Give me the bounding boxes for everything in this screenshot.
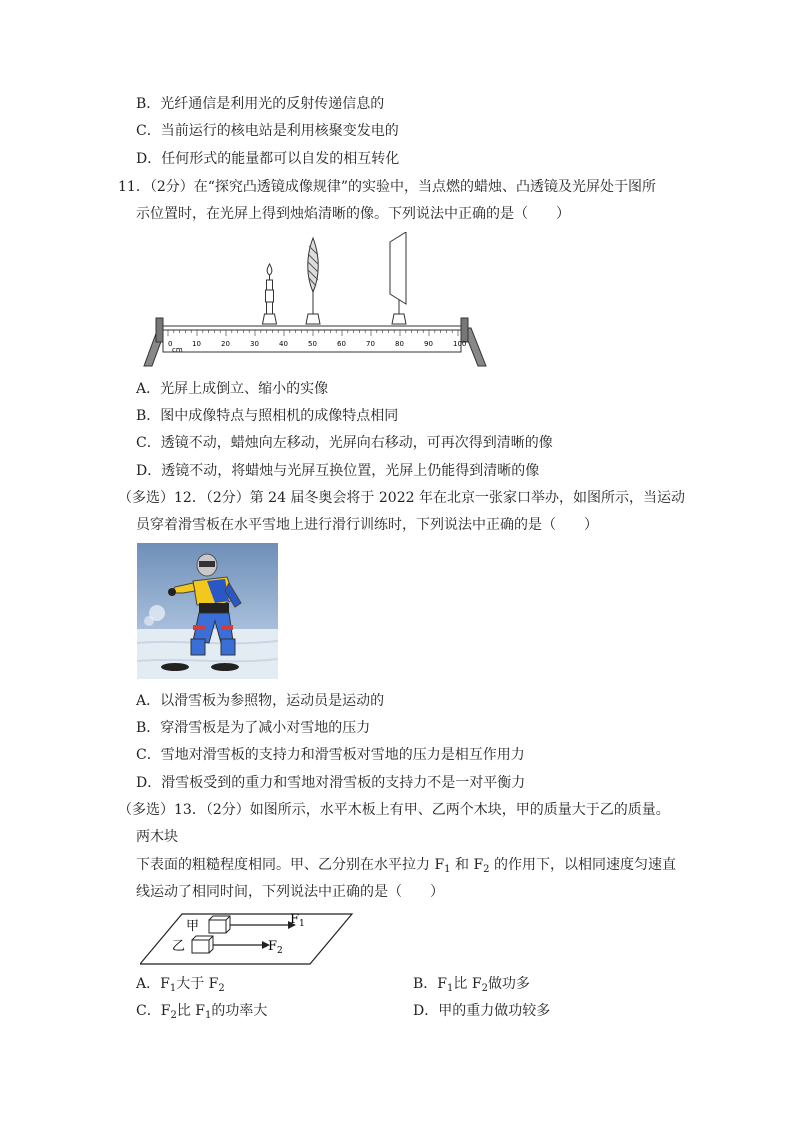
q13-stem-line2: 两木块 xyxy=(136,829,178,845)
q12-option-a: A．以滑雪板为参照物，运动员是运动的 xyxy=(136,693,385,709)
q10-option-c: C．当前运行的核电站是利用核聚变发电的 xyxy=(136,123,399,139)
q13-stem-line1: （多选）13．（2分）如图所示，水平木板上有甲、乙两个木块，甲的质量大于乙的质量。 xyxy=(118,802,670,818)
ruler-tick-label: 80 xyxy=(395,340,404,348)
light-screen xyxy=(390,232,406,324)
force-f1-label: $F_1$ xyxy=(290,912,305,929)
ruler-tick-label: 20 xyxy=(221,340,230,348)
q11-stem-line1: 11．（2分）在“探究凸透镜成像规律”的实验中，当点燃的蜡烛、凸透镜及光屏处于图所 xyxy=(118,179,657,195)
q12-stem-line2: 员穿着滑雪板在水平雪地上进行滑行训练时，下列说法中正确的是（ ） xyxy=(136,517,598,533)
q13-option-b: B．$F_1$比 $F_2$做功多 xyxy=(413,976,530,994)
optical-bench-figure xyxy=(140,232,490,372)
ruler-tick-label: 100 xyxy=(453,340,467,348)
force-f2-label: $F_2$ xyxy=(268,939,283,956)
ruler-unit-label: cm xyxy=(172,346,183,354)
q13-option-c: C．$F_2$比 $F_1$的功率大 xyxy=(136,1003,268,1021)
bench-left-post xyxy=(156,318,163,342)
ruler-tick-label: 0 xyxy=(168,340,173,348)
q13-option-a: A．$F_1$大于 $F_2$ xyxy=(136,976,225,994)
q13-stem-line4: 线运动了相同时间，下列说法中正确的是（ ） xyxy=(136,884,444,900)
q12-option-b: B．穿滑雪板是为了减小对雪地的压力 xyxy=(136,720,371,736)
q11-option-a: A．光屏上成倒立、缩小的实像 xyxy=(136,381,329,397)
block-yi-label: 乙 xyxy=(172,939,186,954)
candle xyxy=(263,264,277,324)
q12-option-c: C．雪地对滑雪板的支持力和滑雪板对雪地的压力是相互作用力 xyxy=(136,747,525,763)
ruler-tick-label: 40 xyxy=(279,340,288,348)
q12-option-d: D．滑雪板受到的重力和雪地对滑雪板的支持力不是一对平衡力 xyxy=(136,775,526,791)
convex-lens xyxy=(306,238,320,324)
snowboarder-photo xyxy=(137,543,278,679)
bench-right-post xyxy=(461,318,468,342)
q13-option-d: D．甲的重力做功较多 xyxy=(413,1003,551,1019)
q11-option-b: B．图中成像特点与照相机的成像特点相同 xyxy=(136,408,399,424)
ruler-tick-label: 10 xyxy=(192,340,201,348)
q11-option-d: D．透镜不动，将蜡烛与光屏互换位置，光屏上仍能得到清晰的像 xyxy=(136,463,540,479)
q10-option-b: B．光纤通信是利用光的反射传递信息的 xyxy=(136,96,385,112)
q13-stem-line3: 下表面的粗糙程度相同。甲、乙分别在水平拉力 $F_1$ 和 $F_2$ 的作用下，以相同速度匀速直 xyxy=(136,857,676,875)
ruler-tick-label: 30 xyxy=(250,340,259,348)
q12-stem-line1: （多选）12．（2分）第 24 届冬奥会将于 2022 年在北京一张家口举办，如图所示，当运动 xyxy=(118,490,685,506)
q11-stem-line2: 示位置时，在光屏上得到烛焰清晰的像。下列说法中正确的是（ ） xyxy=(136,206,570,222)
q11-option-c: C．透镜不动，蜡烛向左移动，光屏向右移动，可再次得到清晰的像 xyxy=(136,435,553,451)
ruler-tick-label: 70 xyxy=(366,340,375,348)
ruler-tick-label: 50 xyxy=(308,340,317,348)
block-jia-label: 甲 xyxy=(186,919,200,934)
ruler-tick-label: 60 xyxy=(337,340,346,348)
wooden-board-figure xyxy=(140,910,355,966)
ruler-tick-label: 90 xyxy=(424,340,433,348)
q10-option-d: D．任何形式的能量都可以自发的相互转化 xyxy=(136,151,400,167)
